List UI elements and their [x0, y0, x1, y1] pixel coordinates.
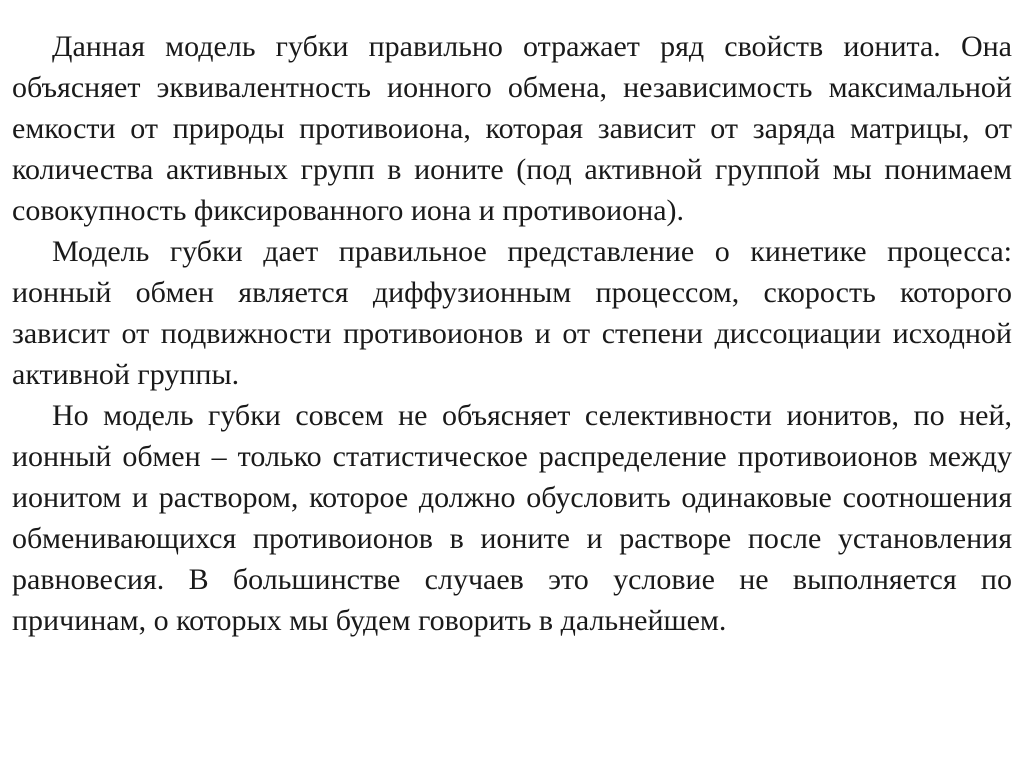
document-body — [12, 26, 1012, 641]
paragraph-2: Модель губки дает правильное представление о кинетике процесса: ионный обмен является диффузионным процессом, скорость которого зависит от подвижности противоионов и от степени диссоциации исходной активной группы. — [12, 235, 1012, 391]
paragraph-1: Данная модель губки правильно отражает ряд свойств ионита. Она объясняет эквивалентность ионного обмена, независимость максимальной емкости от природы противоиона, которая зависит от заряда матрицы, от количества активных групп в ионите (под активной группой мы понимаем совокупность фиксированного иона и противоиона). — [12, 30, 1012, 227]
paragraph-3: Но модель губки совсем не объясняет селективности ионитов, по ней, ионный обмен – только статистическое распределение противоионов между ионитом и раствором, которое должно обусловить одинаковые соотношения обменивающихся противоионов в ионите и растворе после установления равновесия. В большинстве случаев это условие не выполняется по причинам, о которых мы будем говорить в дальнейшем. — [12, 399, 1012, 637]
